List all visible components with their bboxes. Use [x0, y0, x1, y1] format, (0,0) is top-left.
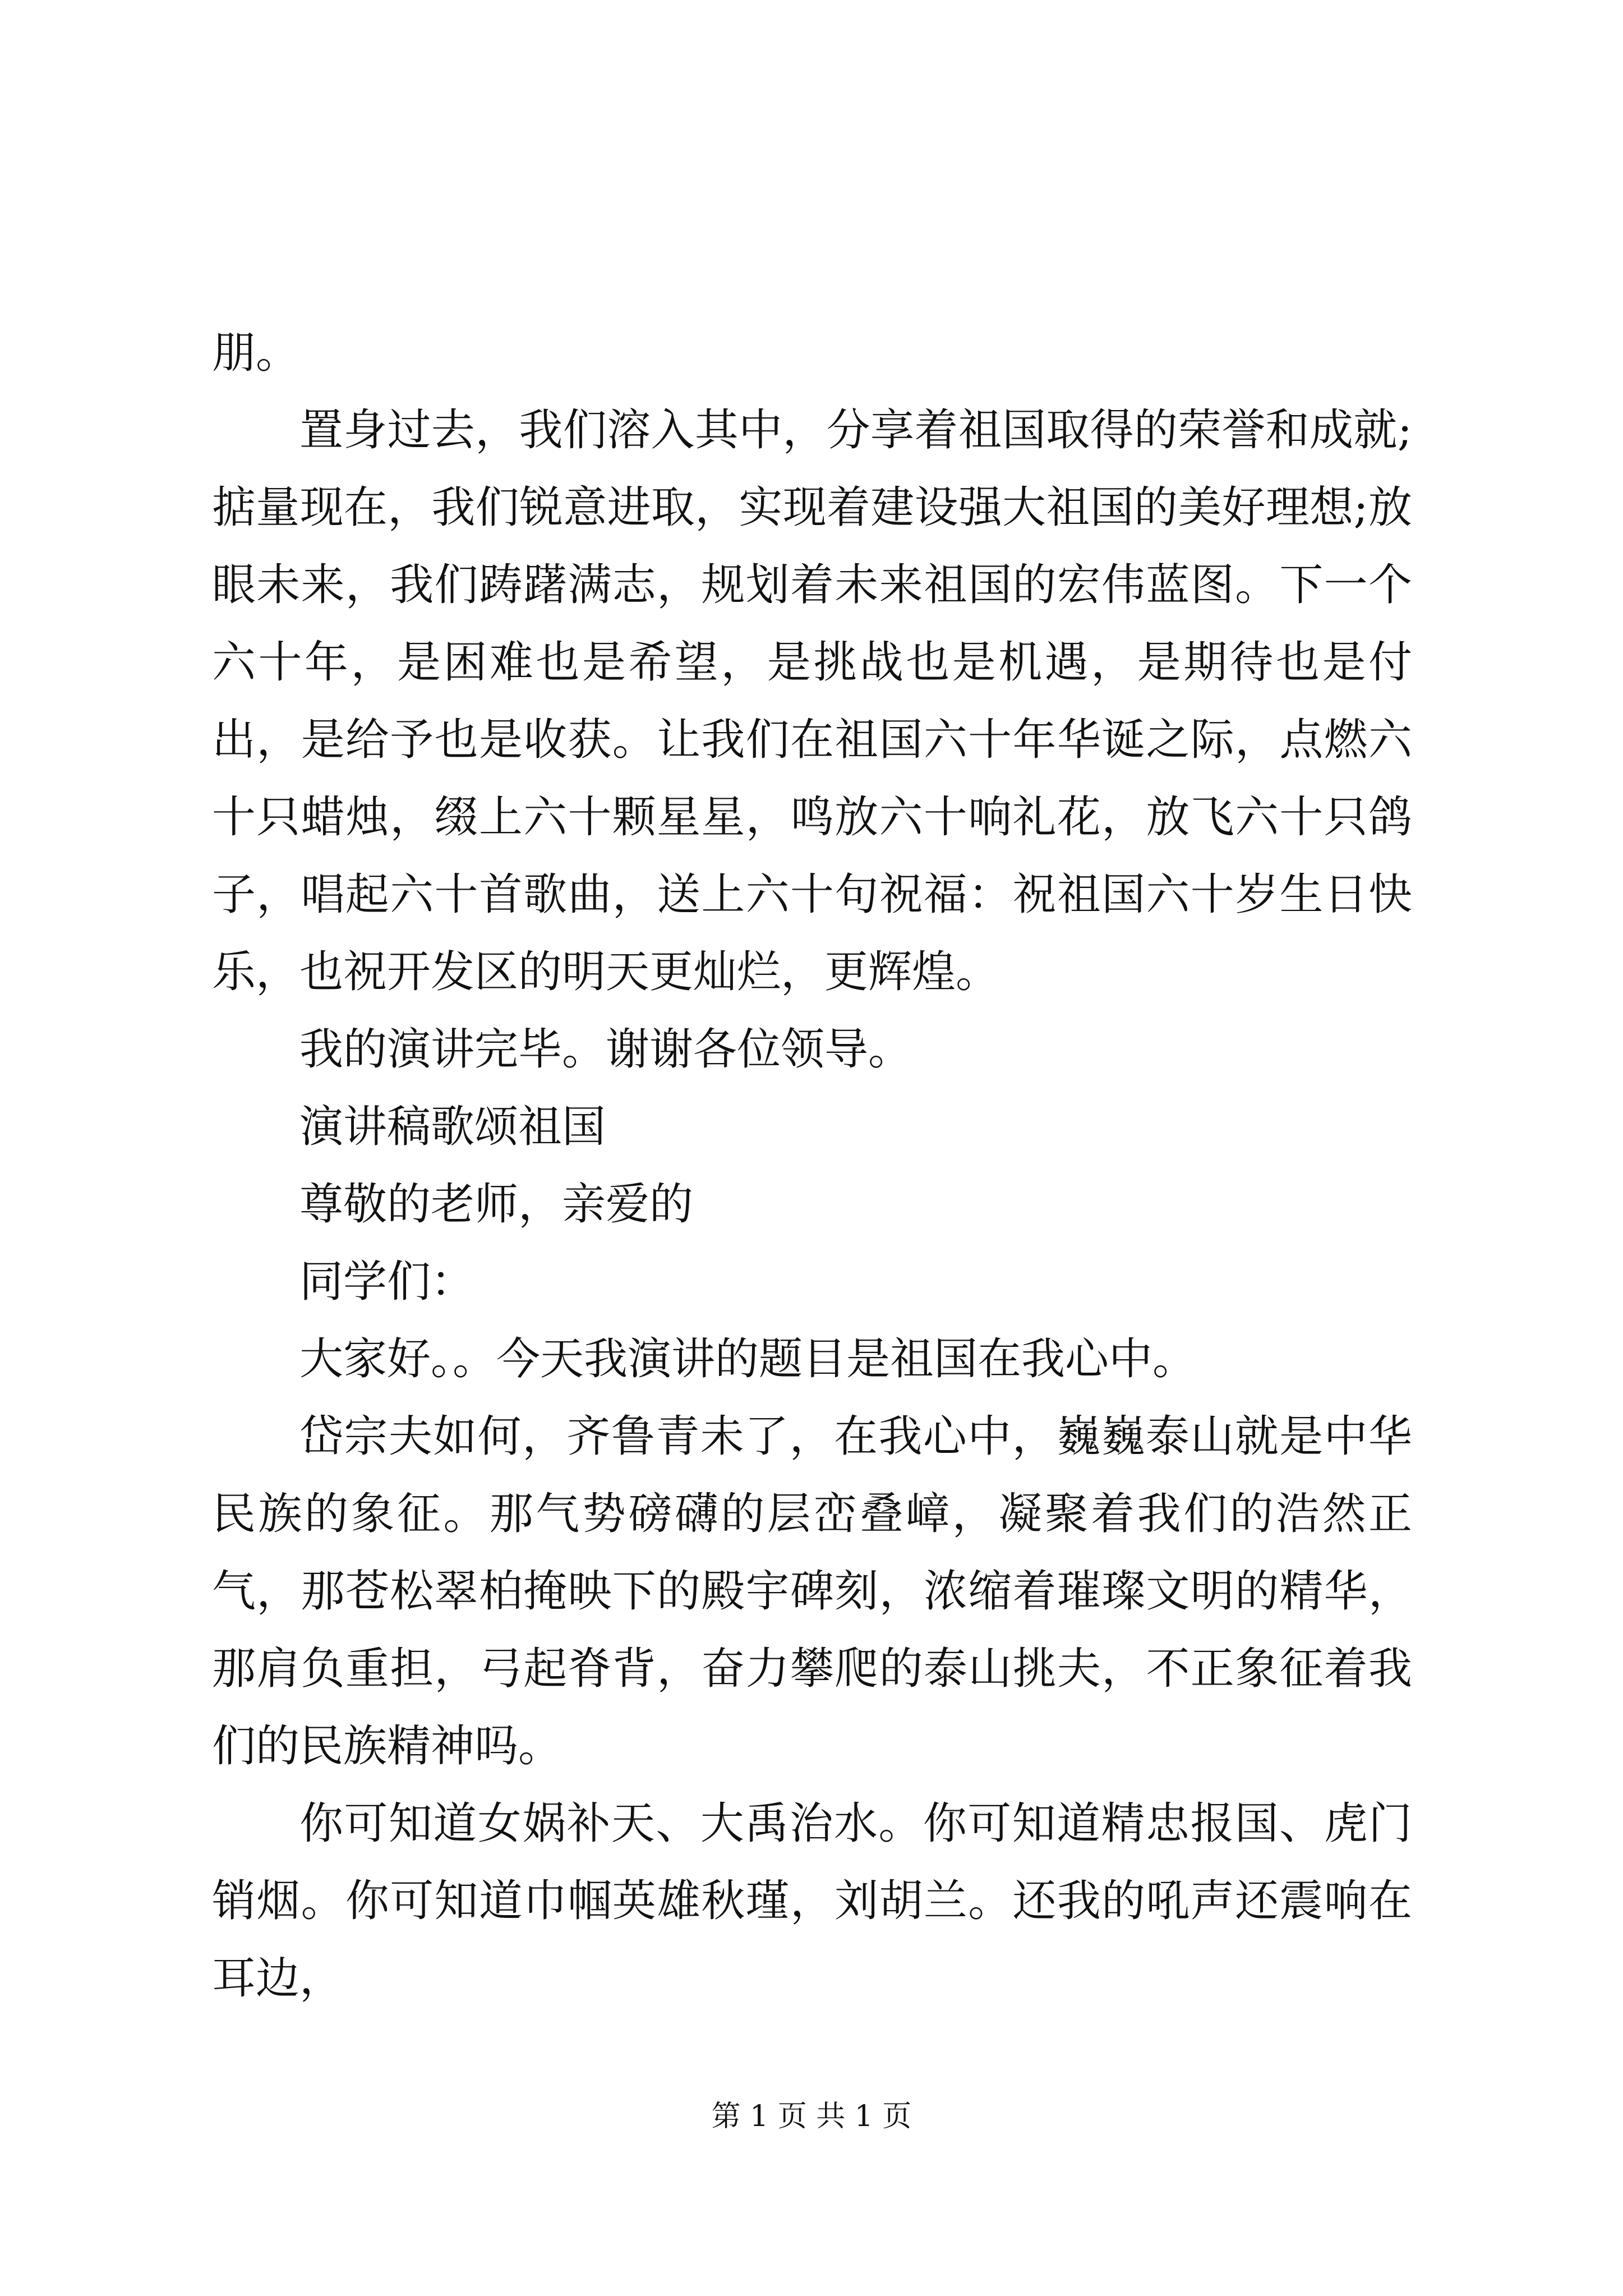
paragraph: 你可知道女娲补天、大禹治水。你可知道精忠报国、虎门销烟。你可知道巾帼英雄秋瑾，刘胡兰。还我的吼声还震响在耳边， — [212, 1798, 1412, 2004]
paragraph: 我的演讲完毕。谢谢各位领导。 — [299, 1024, 912, 1075]
paragraph: 演讲稿歌颂祖国 — [299, 1102, 606, 1152]
paragraph: 大家好。。今天我演讲的题目是祖国在我心中。 — [299, 1334, 1197, 1384]
paragraph: 置身过去，我们溶入其中，分享着祖国取得的荣誉和成就;掂量现在，我们锐意进取，实现着建设强大祖国的美好理想;放眼未来，我们踌躇满志，规划着未来祖国的宏伟蓝图。下一个六十年，是困难也是希望，是挑战也是机遇，是期待也是付出，是给予也是收获。让我们在祖国六十年华诞之际，点燃六十只蜡烛，缀上六十颗星星，鸣放六十响礼花，放飞六十只鸽子，唱起六十首歌曲，送上六十句祝福：祝祖国六十岁生日快乐，也祝开发区的明天更灿烂，更辉煌。 — [212, 405, 1412, 997]
document-body — [212, 314, 1412, 2017]
paragraph: 同学们： — [299, 1257, 475, 1307]
paragraph: 朋。 — [212, 328, 300, 378]
paragraph: 尊敬的老师，亲爱的 — [299, 1179, 694, 1230]
paragraph: 岱宗夫如何，齐鲁青未了，在我心中，巍巍泰山就是中华民族的象征。那气势磅礴的层峦叠嶂，凝聚着我们的浩然正气，那苍松翠柏掩映下的殿宇碑刻，浓缩着璀璨文明的精华，那肩负重担，弓起脊背，奋力攀爬的泰山挑夫，不正象征着我们的民族精神吗。 — [212, 1411, 1412, 1772]
page-footer: 第 1 页 共 1 页 — [711, 2100, 912, 2133]
